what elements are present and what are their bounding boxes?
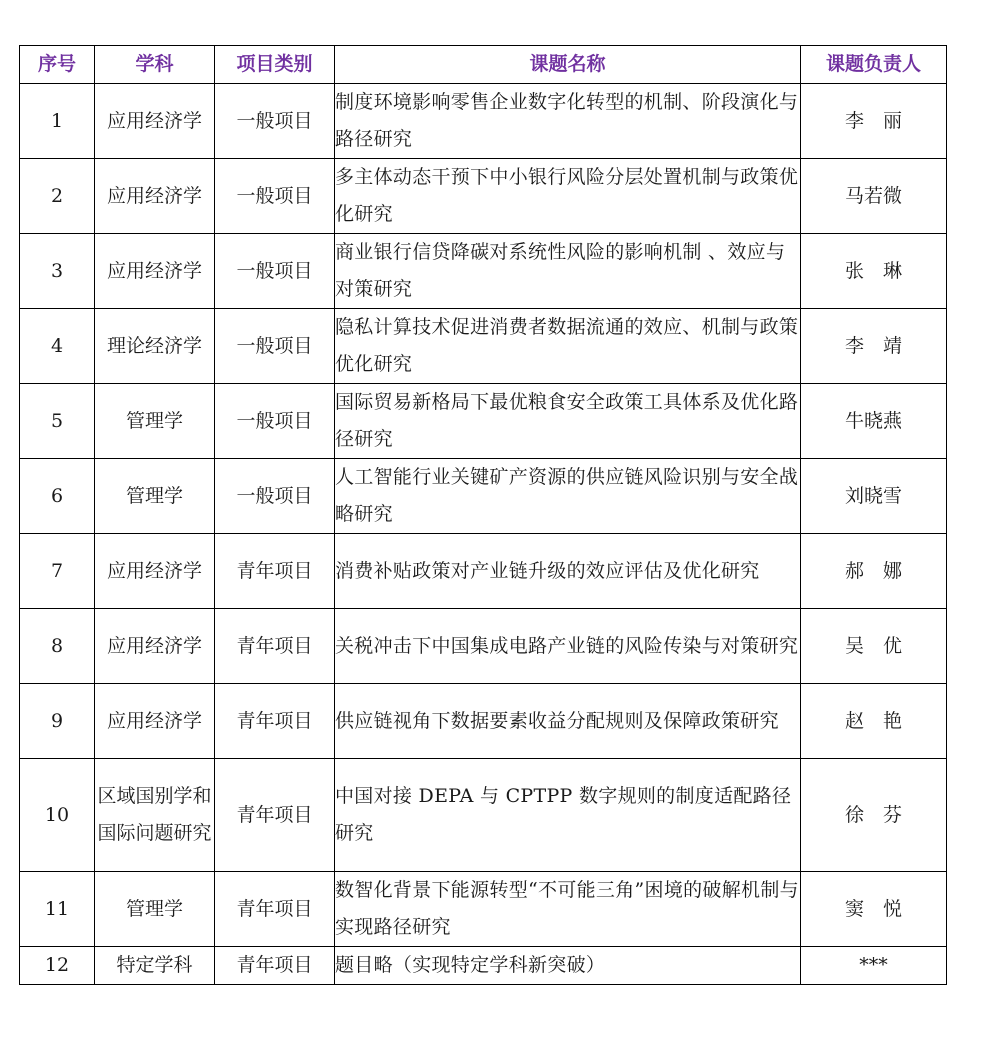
row-subject: 应用经济学: [95, 534, 215, 609]
table-row: [20, 609, 947, 684]
row-category: 青年项目: [215, 534, 335, 609]
header-subject: 学科: [95, 46, 215, 84]
row-subject: 特定学科: [95, 947, 215, 985]
row-category: 青年项目: [215, 684, 335, 759]
row-title: 题目略（实现特定学科新突破）: [335, 947, 801, 985]
row-subject: 应用经济学: [95, 84, 215, 159]
table-row: [20, 872, 947, 947]
table-row: [20, 159, 947, 234]
row-subject: 应用经济学: [95, 159, 215, 234]
header-row: [20, 46, 947, 84]
row-title: 国际贸易新格局下最优粮食安全政策工具体系及优化路径研究: [335, 384, 801, 459]
table-row: [20, 947, 947, 985]
row-title: 多主体动态干预下中小银行风险分层处置机制与政策优化研究: [335, 159, 801, 234]
row-category: 一般项目: [215, 159, 335, 234]
row-leader: 李 丽: [801, 84, 947, 159]
table-row: [20, 684, 947, 759]
row-subject: 应用经济学: [95, 234, 215, 309]
row-category: 青年项目: [215, 609, 335, 684]
table-row: [20, 384, 947, 459]
row-index: 2: [20, 159, 95, 234]
row-index: 1: [20, 84, 95, 159]
row-leader: 牛晓燕: [801, 384, 947, 459]
row-leader: 吴 优: [801, 609, 947, 684]
row-category: 一般项目: [215, 309, 335, 384]
row-leader: 张 琳: [801, 234, 947, 309]
row-subject: 应用经济学: [95, 684, 215, 759]
row-category: 青年项目: [215, 947, 335, 985]
row-subject: 管理学: [95, 872, 215, 947]
row-index: 11: [20, 872, 95, 947]
row-leader: 刘晓雪: [801, 459, 947, 534]
row-index: 9: [20, 684, 95, 759]
table-row: [20, 84, 947, 159]
row-category: 青年项目: [215, 759, 335, 872]
row-subject: 应用经济学: [95, 609, 215, 684]
row-index: 12: [20, 947, 95, 985]
row-index: 10: [20, 759, 95, 872]
table-row: [20, 459, 947, 534]
table-row: [20, 234, 947, 309]
row-leader: 郝 娜: [801, 534, 947, 609]
row-index: 6: [20, 459, 95, 534]
row-title: 制度环境影响零售企业数字化转型的机制、阶段演化与路径研究: [335, 84, 801, 159]
row-index: 7: [20, 534, 95, 609]
row-leader: 李 靖: [801, 309, 947, 384]
header-leader: 课题负责人: [801, 46, 947, 84]
header-category: 项目类别: [215, 46, 335, 84]
row-index: 8: [20, 609, 95, 684]
row-category: 一般项目: [215, 234, 335, 309]
row-subject: 理论经济学: [95, 309, 215, 384]
row-subject: 管理学: [95, 384, 215, 459]
row-title: 数智化背景下能源转型“不可能三角”困境的破解机制与实现路径研究: [335, 872, 801, 947]
row-title: 供应链视角下数据要素收益分配规则及保障政策研究: [335, 684, 801, 759]
projects-table: [19, 45, 947, 985]
row-leader: 马若微: [801, 159, 947, 234]
table-row: [20, 759, 947, 872]
table-row: [20, 309, 947, 384]
row-category: 一般项目: [215, 459, 335, 534]
row-subject: 管理学: [95, 459, 215, 534]
row-category: 青年项目: [215, 872, 335, 947]
row-title: 消费补贴政策对产业链升级的效应评估及优化研究: [335, 534, 801, 609]
row-title: 隐私计算技术促进消费者数据流通的效应、机制与政策优化研究: [335, 309, 801, 384]
row-title: 中国对接 DEPA 与 CPTPP 数字规则的制度适配路径研究: [335, 759, 801, 872]
row-leader: 窦 悦: [801, 872, 947, 947]
row-title: 人工智能行业关键矿产资源的供应链风险识别与安全战略研究: [335, 459, 801, 534]
row-category: 一般项目: [215, 384, 335, 459]
row-leader: ***: [801, 947, 947, 985]
row-subject: 区域国别学和国际问题研究: [95, 759, 215, 872]
row-title: 关税冲击下中国集成电路产业链的风险传染与对策研究: [335, 609, 801, 684]
row-index: 5: [20, 384, 95, 459]
row-index: 3: [20, 234, 95, 309]
row-category: 一般项目: [215, 84, 335, 159]
row-index: 4: [20, 309, 95, 384]
header-index: 序号: [20, 46, 95, 84]
row-leader: 徐 芬: [801, 759, 947, 872]
row-leader: 赵 艳: [801, 684, 947, 759]
table-row: [20, 534, 947, 609]
header-title: 课题名称: [335, 46, 801, 84]
row-title: 商业银行信贷降碳对系统性风险的影响机制 、效应与对策研究: [335, 234, 801, 309]
